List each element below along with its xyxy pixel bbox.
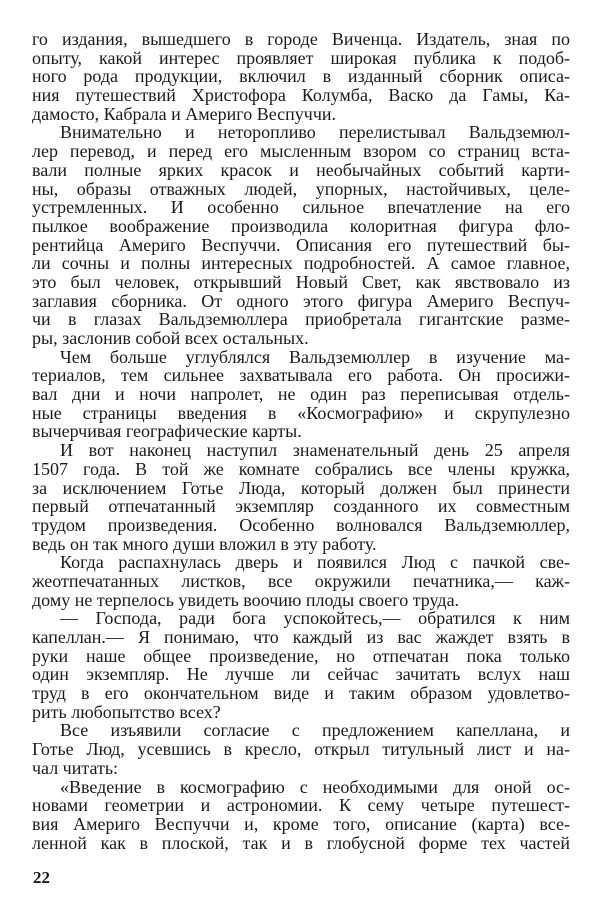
text-line: пылкое воображение производила колоритная фигура фло- xyxy=(32,215,570,236)
text-line: труд в его окончательном виде и таким образом удовлетво- xyxy=(32,683,570,704)
text-line: один экземпляр. Не лучше ли сейчас зачитать вслух наш xyxy=(32,664,570,685)
text-line: заглавия сборника. От одного этого фигура Америго Веспуч- xyxy=(32,290,570,311)
text-line: трудом произведения. Особенно волновался Вальдземюллер, xyxy=(32,514,570,535)
text-line: ленной как в плоской, так и в глобусной форме тех частей xyxy=(32,832,570,853)
text-line: териалов, тем сильнее захватывала его работа. Он просижи- xyxy=(32,365,570,386)
text-line: вычерчивая географические карты. xyxy=(32,421,302,442)
text-line: чи в глазах Вальдземюллера приобретала гигантские разме- xyxy=(32,309,570,330)
text-line: дому не терпелось увидеть воочию плоды своего труда. xyxy=(32,589,460,610)
text-line: «Введение в космографию с необходимыми для оной ос- xyxy=(60,776,570,797)
text-line: это был человек, открывший Новый Свет, как явствовало из xyxy=(32,271,570,292)
text-line: Внимательно и неторопливо перелистывал Вальдземюл- xyxy=(60,122,570,143)
paragraph xyxy=(32,553,570,609)
text-line: ведь он так много души вложил в эту работу. xyxy=(32,533,377,554)
text-line: ного рода продукции, включил в изданный сборник описа- xyxy=(32,66,570,87)
text-line: рентийца Америго Веспуччи. Описания его путешествий бы- xyxy=(32,234,570,255)
text-line: — Господа, ради бога успокойтесь,— обратился к ним xyxy=(60,608,570,629)
text-line: 1507 года. В той же комнате собрались все члены кружка, xyxy=(32,458,570,479)
text-line: руки наше общее произведение, но отпечатан пока только xyxy=(32,645,570,666)
text-line: рить любопытство всех? xyxy=(32,701,221,722)
text-line: опыту, какой интерес проявляет широкая публика к подоб- xyxy=(32,47,570,68)
text-line: устремленных. И особенно сильное впечатление на его xyxy=(32,197,570,218)
text-line: ры, заслонив собой всех остальных. xyxy=(32,328,309,348)
text-line: жеотпечатанных листков, все окружили печатника,— каж- xyxy=(32,570,570,591)
paragraph xyxy=(32,441,570,553)
text-line: го издания, вышедшего в городе Виченца. Издатель, зная по xyxy=(32,29,570,49)
paragraph xyxy=(32,609,570,721)
text-line: Готье Люд, усевшись в кресло, открыл титульный лист и на- xyxy=(32,739,570,760)
paragraph xyxy=(32,123,570,347)
text-line: за исключением Готье Люда, который должен был принести xyxy=(32,477,570,498)
text-line: вия Америго Веспуччи и, кроме того, описание (карта) все- xyxy=(32,813,570,834)
text-line: И вот наконец наступил знаменательный день 25 апреля xyxy=(60,440,570,461)
page-body-text xyxy=(32,30,570,852)
text-line: ные страницы введения в «Космографию» и скрупулезно xyxy=(32,402,570,423)
text-line: ния путешествий Христофора Колумба, Васко да Гамы, Ка- xyxy=(32,85,570,106)
text-line: Все изъявили согласие с предложением капеллана, и xyxy=(60,720,570,741)
text-line: вал дни и ночи напролет, не один раз переписывая отдель- xyxy=(32,384,570,405)
page-number: 22 xyxy=(33,868,50,887)
text-line: вали полные ярких красок и необычайных событий карти- xyxy=(32,159,570,180)
text-line: капеллан.— Я понимаю, что каждый из вас жаждет взять в xyxy=(32,627,570,647)
text-line: чал читать: xyxy=(32,757,119,778)
paragraph xyxy=(32,30,570,123)
text-line: Когда распахнулась дверь и появился Люд с пачкой све- xyxy=(60,552,570,573)
text-line: лер перевод, и перед его мысленным взором со страниц вста- xyxy=(32,141,570,162)
paragraph xyxy=(32,778,570,853)
text-line: первый отпечатанный экземпляр созданного их совместным xyxy=(32,496,570,517)
paragraph xyxy=(32,721,570,777)
text-line: ны, образы отважных людей, упорных, настойчивых, целе- xyxy=(32,178,570,199)
text-line: дамосто, Кабрала и Америго Веспуччи. xyxy=(32,103,337,124)
text-line: ли сочны и полны интересных подробностей. А самое главное, xyxy=(32,253,570,274)
text-line: новами геометрии и астрономии. К сему четыре путешест- xyxy=(32,795,570,816)
paragraph xyxy=(32,348,570,441)
text-line: Чем больше углублялся Вальдземюллер в изучение ма- xyxy=(60,346,570,367)
